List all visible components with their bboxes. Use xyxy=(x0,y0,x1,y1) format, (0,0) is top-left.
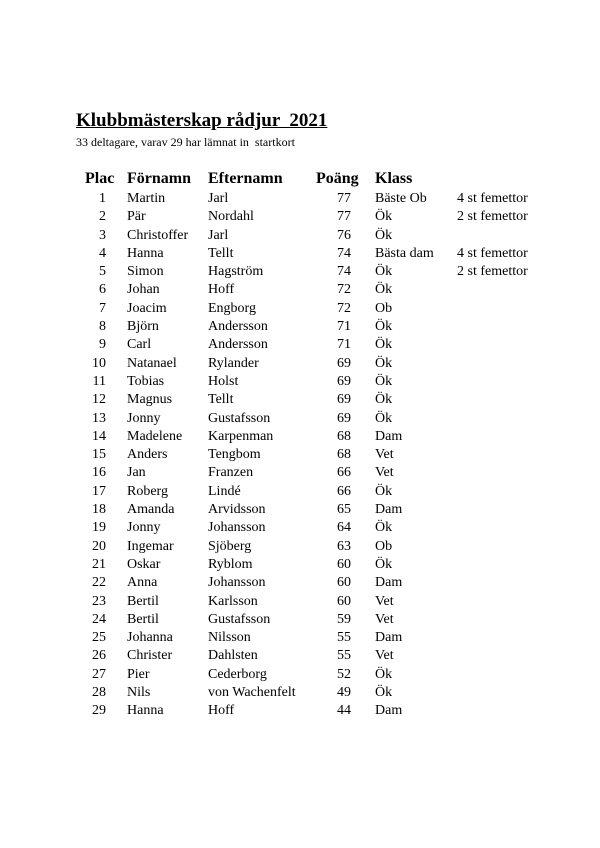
table-row xyxy=(0,464,600,482)
cell-points: 44 xyxy=(337,703,351,719)
table-row xyxy=(0,300,600,318)
cell-note: 4 st femettor xyxy=(457,191,528,206)
cell-last-name: Tellt xyxy=(208,245,234,261)
cell-last-name: Tengbom xyxy=(208,447,261,463)
cell-points: 64 xyxy=(337,520,351,536)
cell-plac: 19 xyxy=(92,520,106,536)
cell-note: 4 st femettor xyxy=(457,245,528,261)
cell-first-name: Roberg xyxy=(127,483,168,499)
cell-first-name: Pär xyxy=(127,209,146,225)
cell-points: 66 xyxy=(337,483,351,499)
cell-plac: 28 xyxy=(92,685,106,701)
cell-klass: Ök xyxy=(375,282,393,298)
cell-first-name: Bertil xyxy=(127,611,159,627)
cell-last-name: Rylander xyxy=(208,355,259,371)
cell-first-name: Anders xyxy=(127,447,168,463)
cell-last-name: Franzen xyxy=(208,465,254,481)
table-row xyxy=(0,483,600,501)
table-row xyxy=(0,355,600,373)
cell-plac: 14 xyxy=(92,428,106,444)
table-row xyxy=(0,629,600,647)
cell-plac: 6 xyxy=(99,282,106,298)
table-row xyxy=(0,428,600,446)
cell-first-name: Madelene xyxy=(127,428,183,444)
cell-plac: 12 xyxy=(92,392,106,408)
cell-points: 66 xyxy=(337,465,351,481)
header-points: Poäng xyxy=(316,170,359,187)
cell-plac: 4 xyxy=(99,245,106,261)
cell-points: 68 xyxy=(337,447,351,463)
cell-klass: Dam xyxy=(375,703,403,719)
cell-first-name: Simon xyxy=(127,264,164,280)
cell-first-name: Hanna xyxy=(127,245,164,261)
cell-points: 59 xyxy=(337,611,351,627)
document-subtitle: 33 deltagare, varav 29 har lämnat in startkort xyxy=(76,135,295,149)
cell-points: 49 xyxy=(337,685,351,701)
cell-points: 69 xyxy=(337,355,351,371)
cell-first-name: Christoffer xyxy=(127,227,189,243)
cell-first-name: Johan xyxy=(127,282,160,298)
cell-klass: Ök xyxy=(375,264,393,280)
table-row xyxy=(0,501,600,519)
cell-last-name: Hoff xyxy=(208,282,235,298)
cell-first-name: Anna xyxy=(127,575,158,591)
cell-points: 72 xyxy=(337,282,351,298)
cell-last-name: Arvidsson xyxy=(208,502,266,518)
cell-klass: Ob xyxy=(375,538,393,554)
cell-plac: 13 xyxy=(92,410,106,426)
cell-points: 71 xyxy=(337,319,351,335)
cell-points: 76 xyxy=(337,227,351,243)
cell-klass: Ök xyxy=(375,227,393,243)
results-table xyxy=(0,168,600,721)
cell-last-name: Hagström xyxy=(208,264,264,280)
cell-klass: Ob xyxy=(375,300,393,316)
cell-first-name: Amanda xyxy=(127,502,175,518)
table-row xyxy=(0,410,600,428)
cell-klass: Vet xyxy=(375,465,394,481)
cell-first-name: Christer xyxy=(127,648,173,664)
cell-first-name: Natanael xyxy=(127,355,177,371)
table-row xyxy=(0,593,600,611)
cell-plac: 26 xyxy=(92,648,106,664)
cell-plac: 15 xyxy=(92,447,106,463)
cell-plac: 22 xyxy=(92,575,106,591)
table-row xyxy=(0,684,600,702)
cell-first-name: Hanna xyxy=(127,703,164,719)
cell-plac: 9 xyxy=(99,337,106,353)
cell-last-name: Andersson xyxy=(208,337,268,353)
cell-last-name: Tellt xyxy=(208,392,234,408)
cell-last-name: Holst xyxy=(208,373,239,389)
cell-first-name: Joacim xyxy=(127,300,167,316)
cell-last-name: Engborg xyxy=(208,300,256,316)
cell-klass: Ök xyxy=(375,483,393,499)
table-row xyxy=(0,190,600,208)
table-row xyxy=(0,574,600,592)
cell-klass: Ök xyxy=(375,685,393,701)
cell-klass: Dam xyxy=(375,428,403,444)
cell-plac: 24 xyxy=(92,611,106,627)
cell-points: 77 xyxy=(337,209,351,225)
cell-klass: Bästa dam xyxy=(375,245,434,261)
cell-last-name: Karpenman xyxy=(208,428,274,444)
cell-plac: 7 xyxy=(99,300,106,316)
cell-klass: Ök xyxy=(375,209,393,225)
cell-first-name: Martin xyxy=(127,191,166,206)
cell-points: 60 xyxy=(337,556,351,572)
cell-klass: Ök xyxy=(375,319,393,335)
cell-note: 2 st femettor xyxy=(457,209,528,225)
cell-last-name: Hoff xyxy=(208,703,235,719)
cell-first-name: Ingemar xyxy=(127,538,174,554)
document-title: Klubbmästerskap rådjur 2021 xyxy=(76,110,328,131)
header-first-name: Förnamn xyxy=(127,170,191,187)
header-klass: Klass xyxy=(375,170,413,187)
table-row xyxy=(0,556,600,574)
cell-points: 55 xyxy=(337,630,351,646)
cell-last-name: Lindé xyxy=(208,483,241,499)
cell-first-name: Carl xyxy=(127,337,152,353)
table-row xyxy=(0,538,600,556)
table-row xyxy=(0,263,600,281)
cell-first-name: Oskar xyxy=(127,556,161,572)
cell-plac: 11 xyxy=(92,373,106,389)
table-row xyxy=(0,318,600,336)
cell-plac: 2 xyxy=(99,209,106,225)
cell-last-name: Johansson xyxy=(208,520,266,536)
table-row xyxy=(0,446,600,464)
cell-plac: 3 xyxy=(99,227,106,243)
cell-plac: 20 xyxy=(92,538,106,554)
cell-note: 2 st femettor xyxy=(457,264,528,280)
cell-plac: 5 xyxy=(99,264,106,280)
cell-points: 69 xyxy=(337,373,351,389)
cell-points: 68 xyxy=(337,428,351,444)
cell-klass: Vet xyxy=(375,648,394,664)
cell-klass: Ök xyxy=(375,392,393,408)
cell-last-name: Sjöberg xyxy=(208,538,252,554)
cell-first-name: Jonny xyxy=(127,410,161,426)
cell-first-name: Bertil xyxy=(127,593,159,609)
table-row xyxy=(0,666,600,684)
cell-klass: Ök xyxy=(375,520,393,536)
table-row xyxy=(0,373,600,391)
cell-klass: Ök xyxy=(375,355,393,371)
cell-first-name: Jan xyxy=(127,465,146,481)
table-row xyxy=(0,519,600,537)
cell-last-name: Jarl xyxy=(208,191,229,206)
cell-last-name: von Wachenfelt xyxy=(208,685,296,701)
cell-klass: Bäste Ob xyxy=(375,191,427,206)
cell-klass: Ök xyxy=(375,410,393,426)
cell-klass: Dam xyxy=(375,575,403,591)
cell-points: 74 xyxy=(337,264,351,280)
table-row xyxy=(0,227,600,245)
cell-points: 72 xyxy=(337,300,351,316)
cell-points: 74 xyxy=(337,245,351,261)
table-header-row xyxy=(0,168,600,190)
cell-plac: 29 xyxy=(92,703,106,719)
cell-points: 52 xyxy=(337,666,351,682)
cell-plac: 21 xyxy=(92,556,106,572)
cell-points: 71 xyxy=(337,337,351,353)
cell-points: 69 xyxy=(337,410,351,426)
cell-last-name: Gustafsson xyxy=(208,410,271,426)
cell-points: 63 xyxy=(337,538,351,554)
cell-plac: 16 xyxy=(92,465,106,481)
cell-points: 69 xyxy=(337,392,351,408)
cell-points: 60 xyxy=(337,593,351,609)
cell-first-name: Johanna xyxy=(127,630,173,646)
cell-plac: 8 xyxy=(99,319,106,335)
table-row xyxy=(0,702,600,720)
cell-klass: Ök xyxy=(375,337,393,353)
cell-klass: Ök xyxy=(375,373,393,389)
table-row xyxy=(0,245,600,263)
cell-points: 60 xyxy=(337,575,351,591)
cell-klass: Ök xyxy=(375,666,393,682)
cell-klass: Vet xyxy=(375,611,394,627)
cell-klass: Dam xyxy=(375,502,403,518)
table-row xyxy=(0,281,600,299)
cell-last-name: Ryblom xyxy=(208,556,253,572)
table-row xyxy=(0,647,600,665)
cell-last-name: Andersson xyxy=(208,319,268,335)
table-row xyxy=(0,336,600,354)
cell-first-name: Jonny xyxy=(127,520,161,536)
cell-points: 77 xyxy=(337,191,351,206)
cell-klass: Vet xyxy=(375,447,394,463)
cell-last-name: Jarl xyxy=(208,227,229,243)
cell-last-name: Nordahl xyxy=(208,209,254,225)
cell-last-name: Nilsson xyxy=(208,630,251,646)
table-row xyxy=(0,208,600,226)
cell-klass: Dam xyxy=(375,630,403,646)
cell-plac: 1 xyxy=(99,191,106,206)
cell-first-name: Nils xyxy=(127,685,151,701)
cell-first-name: Magnus xyxy=(127,392,173,408)
cell-first-name: Tobias xyxy=(127,373,165,389)
cell-plac: 27 xyxy=(92,666,106,682)
cell-last-name: Karlsson xyxy=(208,593,258,609)
cell-plac: 17 xyxy=(92,483,106,499)
table-row xyxy=(0,391,600,409)
cell-points: 55 xyxy=(337,648,351,664)
cell-plac: 25 xyxy=(92,630,106,646)
cell-points: 65 xyxy=(337,502,351,518)
header-plac: Plac xyxy=(85,170,115,187)
header-last-name: Efternamn xyxy=(208,170,283,187)
cell-klass: Ök xyxy=(375,556,393,572)
cell-klass: Vet xyxy=(375,593,394,609)
cell-plac: 10 xyxy=(92,355,106,371)
cell-last-name: Johansson xyxy=(208,575,266,591)
cell-first-name: Pier xyxy=(127,666,150,682)
cell-last-name: Gustafsson xyxy=(208,611,271,627)
cell-first-name: Björn xyxy=(127,319,159,335)
cell-last-name: Cederborg xyxy=(208,666,267,682)
table-row xyxy=(0,611,600,629)
cell-plac: 18 xyxy=(92,502,106,518)
cell-last-name: Dahlsten xyxy=(208,648,258,664)
cell-plac: 23 xyxy=(92,593,106,609)
